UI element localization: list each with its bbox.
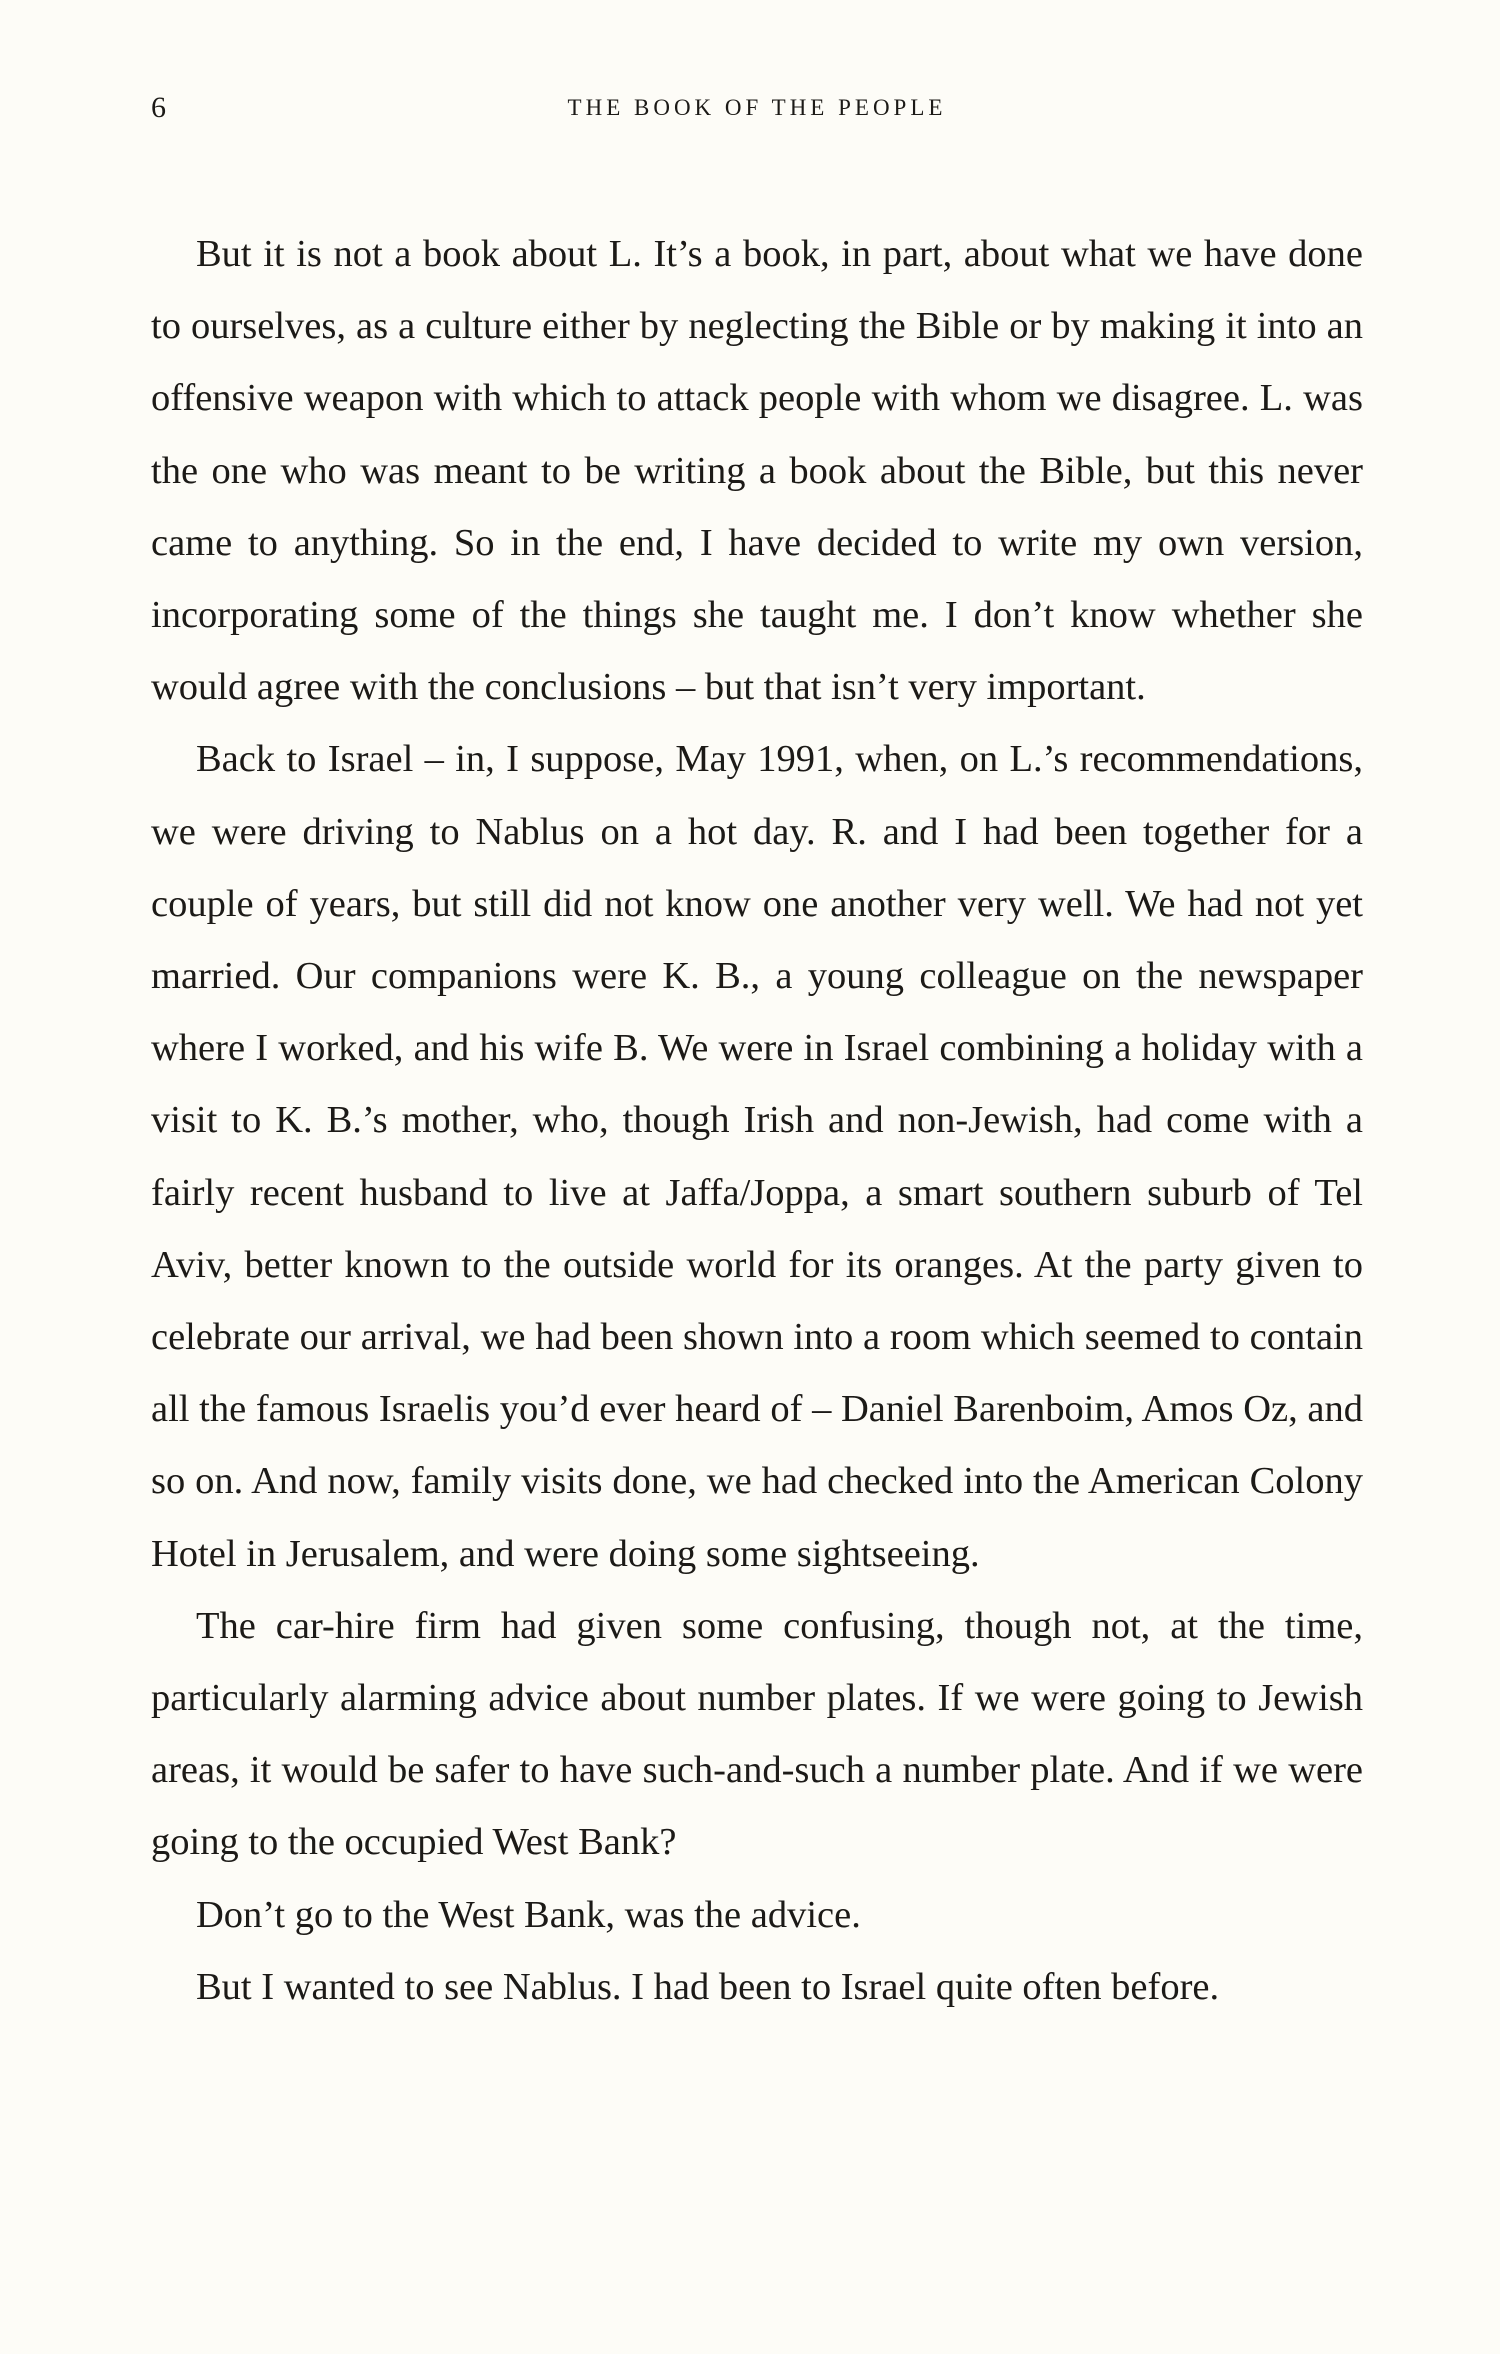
paragraph-5: But I wanted to see Nablus. I had been to Israel quite often before. xyxy=(196,1965,1220,2008)
paragraph-2: Back to Israel – in, I suppose, May 1991, when, on L.’s recommendations, we were driving to Nablus on a hot day. R. and I had been together for a couple of years, but still did not know one another very well. We had not yet married. Our companions were K. B., a young colleague on the newspaper where I worked, and his wife B. We were in Israel combining a holiday with a visit to K. B.’s mother, who, though Irish and non-Jewish, had come with a fairly recent husband to live at Jaffa/Joppa, a smart southern suburb of Tel Aviv, better known to the outside world for its oranges. At the party given to celebrate our arrival, we had been shown into a room which seemed to contain all the famous Israelis you’d ever heard of – Daniel Barenboim, Amos Oz, and so on. And now, family visits done, we had checked into the American Colony Hotel in Jerusalem, and were doing some sightseeing. xyxy=(151,738,1363,1575)
paragraph-4: Don’t go to the West Bank, was the advice. xyxy=(196,1893,861,1936)
paragraph-3: The car-hire firm had given some confusing, though not, at the time, particularly alarming advice about number plates. If we were going to Jewish areas, it would be safer to have such-and-such a number plate. And if we were going to the occupied West Bank? xyxy=(151,1604,1363,1864)
running-head xyxy=(151,88,1363,128)
paragraph-1: But it is not a book about L. It’s a book, in part, about what we have done to ourselves, as a culture either by neglecting the Bible or by making it into an offensive weapon with which to attack people with whom we disagree. L. was the one who was meant to be writing a book about the Bible, but this never came to anything. So in the end, I have decided to write my own version, incorporating some of the things she taught me. I don’t know whether she would agree with the conclusions – but that isn’t very important. xyxy=(151,233,1363,709)
book-title: THE BOOK OF THE PEOPLE xyxy=(567,95,947,120)
body-text xyxy=(151,218,1363,2023)
page-number: 6 xyxy=(151,91,166,124)
